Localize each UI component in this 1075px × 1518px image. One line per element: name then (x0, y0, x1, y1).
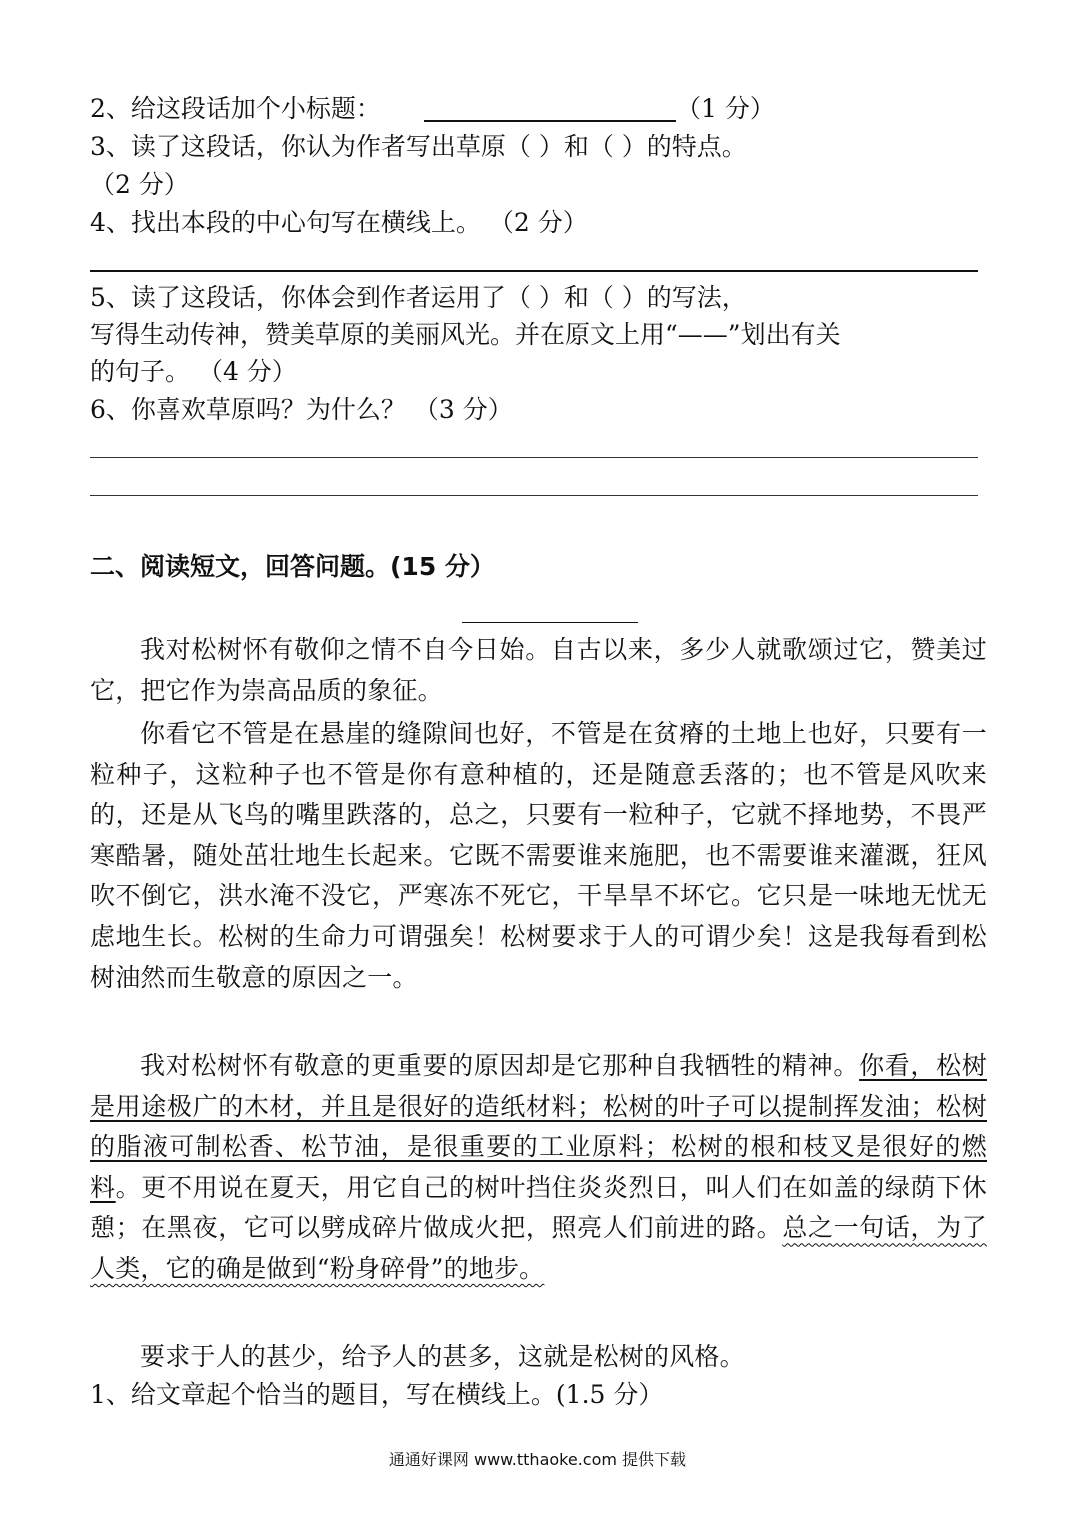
paragraph-3: 我对松树怀有敬意的更重要的原因却是它那种自我牺牲的精神。你看，松树是用途极广的木材，并且是很好的造纸材料；松树的叶子可以提制挥发油；松树的脂液可制松香、松节油，是很重要的工业原料；松树的根和枝叉是很好的燃料。更不用说在夏天，用它自己的树叶挡住炎炎烈日，叫人们在如盖的绿荫下休憩；在黑夜，它可以劈成碎片做成火把，照亮人们前进的路。总之一句话，为了人类，它的确是做到“粉身碎骨”的地步。 (90, 1051, 988, 1283)
paragraph-4: 要求于人的甚少，给予人的甚多，这就是松树的风格。 (140, 1342, 745, 1371)
section-2-heading: 二、阅读短文，回答问题。(15 分） (90, 552, 495, 581)
underlined-sentence: 你看，松树是用途极广的木材，并且是很好的造纸材料；松树的叶子可以提制挥发油；松树的脂液可制松香、松节油，是很重要的工业原料；松树的根和枝叉是很好的燃料 (90, 1051, 987, 1202)
central-sentence-answer-line (90, 270, 978, 272)
question-2-score: （1 分） (676, 94, 775, 123)
paragraph-2: 你看它不管是在悬崖的缝隙间也好，不管是在贫瘠的土地上也好，只要有一粒种子，这粒种子也不管是你有意种植的，还是随意丢落的；也不管是风吹来的，还是从飞鸟的嘴里跌落的，总之，只要有一粒种子，它就不择地势，不畏严寒酷暑，随处茁壮地生长起来。它既不需要谁来施肥，也不需要谁来灌溉，狂风吹不倒它，洪水淹不没它，严寒冻不死它，干旱旱不坏它。它只是一味地无忧无虑地生长。松树的生命力可谓强矣！松树要求于人的可谓少矣！这是我每看到松树油然而生敬意的原因之一。 (90, 719, 987, 992)
answer-line-2 (90, 495, 978, 496)
question-6: 6、你喜欢草原吗？为什么？ （3 分） (90, 395, 513, 424)
question-4: 4、找出本段的中心句写在横线上。 （2 分） (90, 208, 588, 237)
question-5-line-3: 的句子。 （4 分） (90, 357, 297, 386)
question-2: 2、给这段话加个小标题： (90, 94, 381, 123)
footer: 通通好课网 www.tthaoke.com 提供下载 (388, 1450, 687, 1469)
paragraph-1: 我对松树怀有敬仰之情不自今日始。自古以来，多少人就歌颂过它，赞美过它，把它作为崇高品质的象征。 (90, 635, 987, 705)
article-title-line (462, 622, 638, 623)
question-5-line-1: 5、读了这段话，你体会到作者运用了（ ）和（ ）的写法， (90, 283, 747, 312)
question-3-score: （2 分） (90, 170, 189, 199)
answer-line-1 (90, 457, 978, 458)
title-answer-line (424, 120, 676, 122)
question-5-line-2: 写得生动传神，赞美草原的美丽风光。并在原文上用“——”划出有关 (90, 320, 841, 349)
question-3: 3、读了这段话，你认为作者写出草原（ ）和（ ）的特点。 (90, 132, 747, 161)
section-2-question-1: 1、给文章起个恰当的题目，写在横线上。(1.5 分） (90, 1380, 664, 1409)
wavy-underlined-sentence: 总之一句话，为了人类，它的确是做到“粉身碎骨”的地步。 (90, 1213, 987, 1283)
